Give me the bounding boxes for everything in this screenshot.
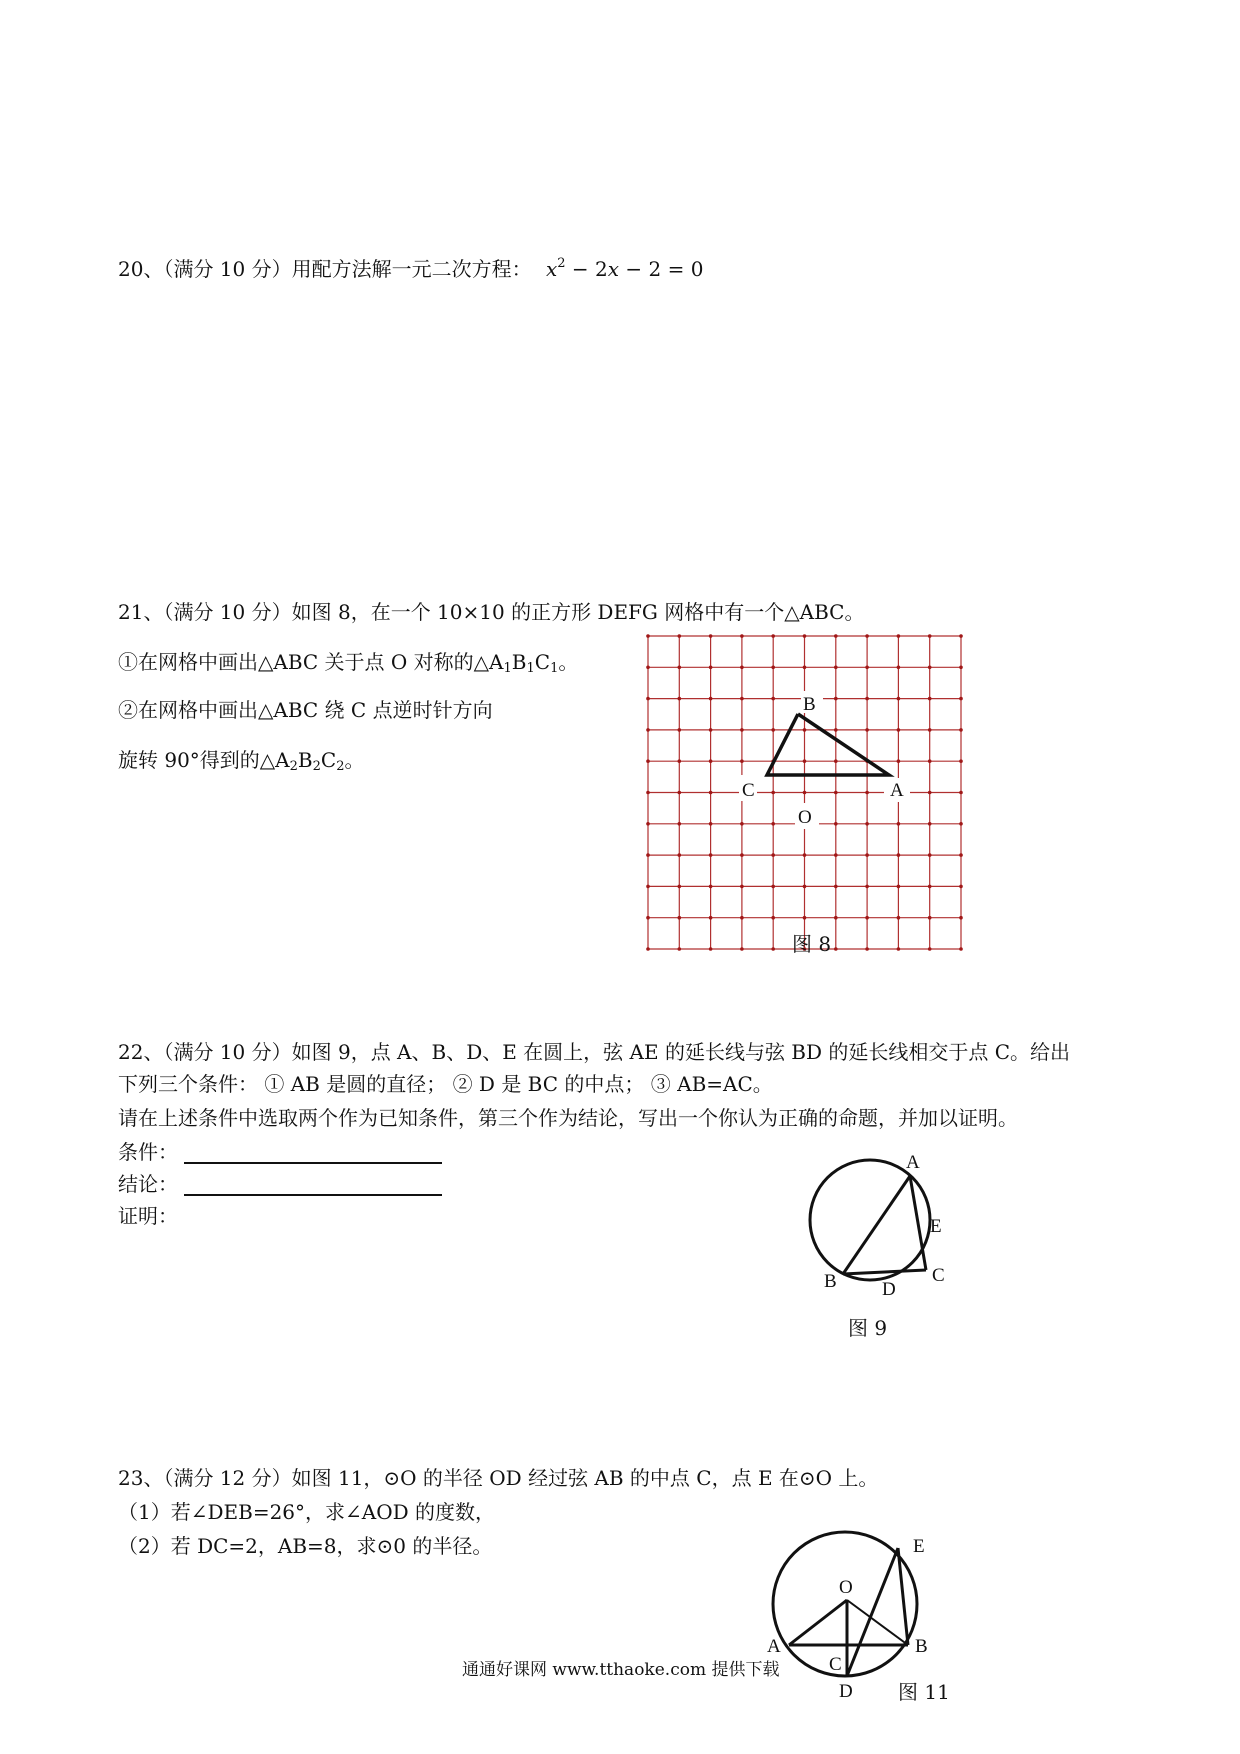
grid-dot (803, 853, 807, 857)
grid-dot (834, 916, 838, 920)
grid-dot (740, 947, 744, 951)
grid-dot (897, 885, 901, 889)
grid-dot (771, 947, 775, 951)
grid-dot (865, 666, 869, 670)
grid-dot (709, 697, 713, 701)
label-b: B (824, 1271, 837, 1292)
figure-8-grid (640, 628, 970, 960)
grid-dot (834, 728, 838, 732)
grid-dot (959, 728, 963, 732)
grid-dot (709, 947, 713, 951)
q22-line2: 下列三个条件： ① AB 是圆的直径； ② D 是 BC 的中点； ③ AB=AC。 (118, 1072, 773, 1096)
grid-dot (740, 853, 744, 857)
grid-dot (834, 947, 838, 951)
grid-dot (897, 853, 901, 857)
q21-intro: 21、（满分 10 分）如图 8，在一个 10×10 的正方形 DEFG 网格中有一个△ABC。 (118, 600, 865, 624)
q20-equation: $x^2 - 2x - 2 = 0$ (545, 256, 704, 281)
q20-prompt: 20、（满分 10 分）用配方法解一元二次方程： (118, 257, 532, 281)
q20-text (118, 252, 703, 281)
grid-dot (646, 697, 650, 701)
grid-dot (709, 728, 713, 732)
segment-bc (843, 1270, 926, 1274)
grid-dot (678, 634, 682, 638)
grid-dot (959, 634, 963, 638)
label-e: E (930, 1216, 942, 1237)
label-d: D (882, 1279, 896, 1300)
q23-part2: （2）若 DC=2，AB=8，求⊙0 的半径。 (118, 1534, 493, 1558)
grid-dot (709, 759, 713, 763)
grid-dot (834, 697, 838, 701)
label-a: A (767, 1636, 781, 1657)
segment-de (847, 1548, 898, 1676)
grid-dot (646, 916, 650, 920)
triangle-abc (767, 714, 889, 775)
grid-dot (834, 885, 838, 889)
q22-proof-label: 证明： (118, 1204, 178, 1228)
grid-dot (928, 728, 932, 732)
grid-dot (646, 759, 650, 763)
grid-dot (959, 885, 963, 889)
grid-dot (771, 822, 775, 826)
grid-dot (959, 822, 963, 826)
grid-dot (646, 666, 650, 670)
figure-11 (755, 1520, 955, 1700)
grid-dot (803, 666, 807, 670)
figure-9-caption: 图 9 (848, 1316, 888, 1340)
q21-item3: 旋转 90°得到的$\triangle A_2B_2C_2$。 (118, 748, 365, 774)
grid-dot (803, 634, 807, 638)
grid-dot (740, 697, 744, 701)
q22-conclusion: 结论： (118, 1172, 442, 1196)
grid-dot (928, 666, 932, 670)
grid-dot (928, 853, 932, 857)
grid-dot (803, 885, 807, 889)
grid-dot (678, 791, 682, 795)
grid-dot (897, 759, 901, 763)
grid-dot (771, 791, 775, 795)
grid-dot (865, 697, 869, 701)
grid-dot (646, 791, 650, 795)
grid-dot (678, 728, 682, 732)
grid-dot (803, 759, 807, 763)
grid-dot (865, 853, 869, 857)
grid-dot (928, 947, 932, 951)
label-o: O (839, 1577, 853, 1598)
condition-blank[interactable] (184, 1144, 442, 1164)
grid-dot (740, 666, 744, 670)
grid-dot (646, 947, 650, 951)
grid-dot (959, 697, 963, 701)
grid-dot (646, 853, 650, 857)
grid-dot (709, 666, 713, 670)
grid-dot (897, 822, 901, 826)
grid-dot (709, 885, 713, 889)
grid-dot (740, 728, 744, 732)
label-d: D (839, 1681, 853, 1700)
grid-dot (834, 634, 838, 638)
grid-dot (709, 822, 713, 826)
grid-dot (928, 759, 932, 763)
grid-dot (834, 822, 838, 826)
grid-dot (897, 634, 901, 638)
grid-dot (928, 916, 932, 920)
grid-dot (928, 697, 932, 701)
grid-dot (771, 697, 775, 701)
grid-dot (865, 885, 869, 889)
q22-condition: 条件： (118, 1140, 442, 1164)
grid-dot (803, 916, 807, 920)
label-c: C (742, 780, 755, 801)
grid-dot (928, 822, 932, 826)
label-o: O (798, 807, 812, 828)
grid-dot (740, 759, 744, 763)
grid-dot (897, 728, 901, 732)
grid-dot (646, 885, 650, 889)
grid-dot (959, 916, 963, 920)
q23-part1: （1）若∠DEB=26°，求∠AOD 的度数， (118, 1500, 496, 1524)
grid-dot (928, 634, 932, 638)
grid-dot (959, 791, 963, 795)
grid-dot (678, 916, 682, 920)
grid-dot (897, 947, 901, 951)
grid-dot (678, 759, 682, 763)
grid-dot (709, 791, 713, 795)
label-a: A (890, 780, 904, 801)
grid-dot (678, 947, 682, 951)
grid-dot (865, 791, 869, 795)
grid-dot (803, 728, 807, 732)
grid-dot (771, 728, 775, 732)
grid-dot (678, 853, 682, 857)
grid-dot (771, 885, 775, 889)
segment-ob (847, 1600, 908, 1645)
q22-line1: 22、（满分 10 分）如图 9，点 A、B、D、E 在圆上，弦 AE 的延长线与弦 BD 的延长线相交于点 C。给出 (118, 1040, 1071, 1064)
grid-dot (740, 634, 744, 638)
grid-dot (709, 853, 713, 857)
q21-item1: ①在网格中画出△ABC 关于点 O 对称的$\triangle A_1B_1C_1$。 (118, 650, 579, 676)
grid-dot (771, 916, 775, 920)
figure-9 (800, 1150, 970, 1300)
grid-dot (771, 666, 775, 670)
label-e: E (913, 1536, 925, 1557)
grid-dot (678, 697, 682, 701)
grid-dot (959, 947, 963, 951)
grid-dot (834, 853, 838, 857)
grid-dot (865, 634, 869, 638)
grid-dot (740, 916, 744, 920)
grid-dot (646, 728, 650, 732)
radius-oa (789, 1600, 847, 1645)
grid-dot (865, 728, 869, 732)
label-b: B (915, 1636, 928, 1657)
grid-dot (771, 853, 775, 857)
grid-dot (834, 666, 838, 670)
grid-dot (678, 885, 682, 889)
circle (810, 1160, 930, 1280)
chord-ab (843, 1176, 910, 1274)
grid-dot (709, 634, 713, 638)
q22-line3: 请在上述条件中选取两个作为已知条件，第三个作为结论，写出一个你认为正确的命题，并加以证明。 (118, 1106, 1018, 1130)
grid-dot (771, 634, 775, 638)
conclusion-blank[interactable] (184, 1176, 442, 1196)
label-b: B (803, 694, 816, 715)
grid-dot (959, 759, 963, 763)
figure-11-caption: 图 11 (898, 1680, 950, 1704)
grid-dot (834, 791, 838, 795)
q23-line1: 23、（满分 12 分）如图 11，⊙O 的半径 OD 经过弦 AB 的中点 C，点 E 在⊙O 上。 (118, 1466, 879, 1490)
grid-dot (678, 822, 682, 826)
grid-dot (897, 666, 901, 670)
label-c: C (829, 1654, 842, 1675)
grid-dot (646, 822, 650, 826)
grid-dot (865, 822, 869, 826)
grid-dot (803, 791, 807, 795)
grid-dot (959, 666, 963, 670)
grid-dot (709, 916, 713, 920)
label-c: C (932, 1265, 945, 1286)
grid-dot (959, 853, 963, 857)
grid-dot (678, 666, 682, 670)
grid-dot (928, 885, 932, 889)
grid-dot (897, 697, 901, 701)
q21-item2: ②在网格中画出△ABC 绕 C 点逆时针方向 (118, 698, 493, 722)
grid-dot (865, 916, 869, 920)
grid-dot (646, 634, 650, 638)
grid-dot (834, 759, 838, 763)
grid-dot (897, 916, 901, 920)
grid-dot (865, 947, 869, 951)
grid-dot (740, 822, 744, 826)
footer-source: 通通好课网 www.tthaoke.com 提供下载 (462, 1660, 780, 1680)
figure-8-caption: 图 8 (792, 932, 832, 956)
grid-dot (740, 885, 744, 889)
label-a: A (906, 1152, 920, 1173)
grid-dot (928, 791, 932, 795)
